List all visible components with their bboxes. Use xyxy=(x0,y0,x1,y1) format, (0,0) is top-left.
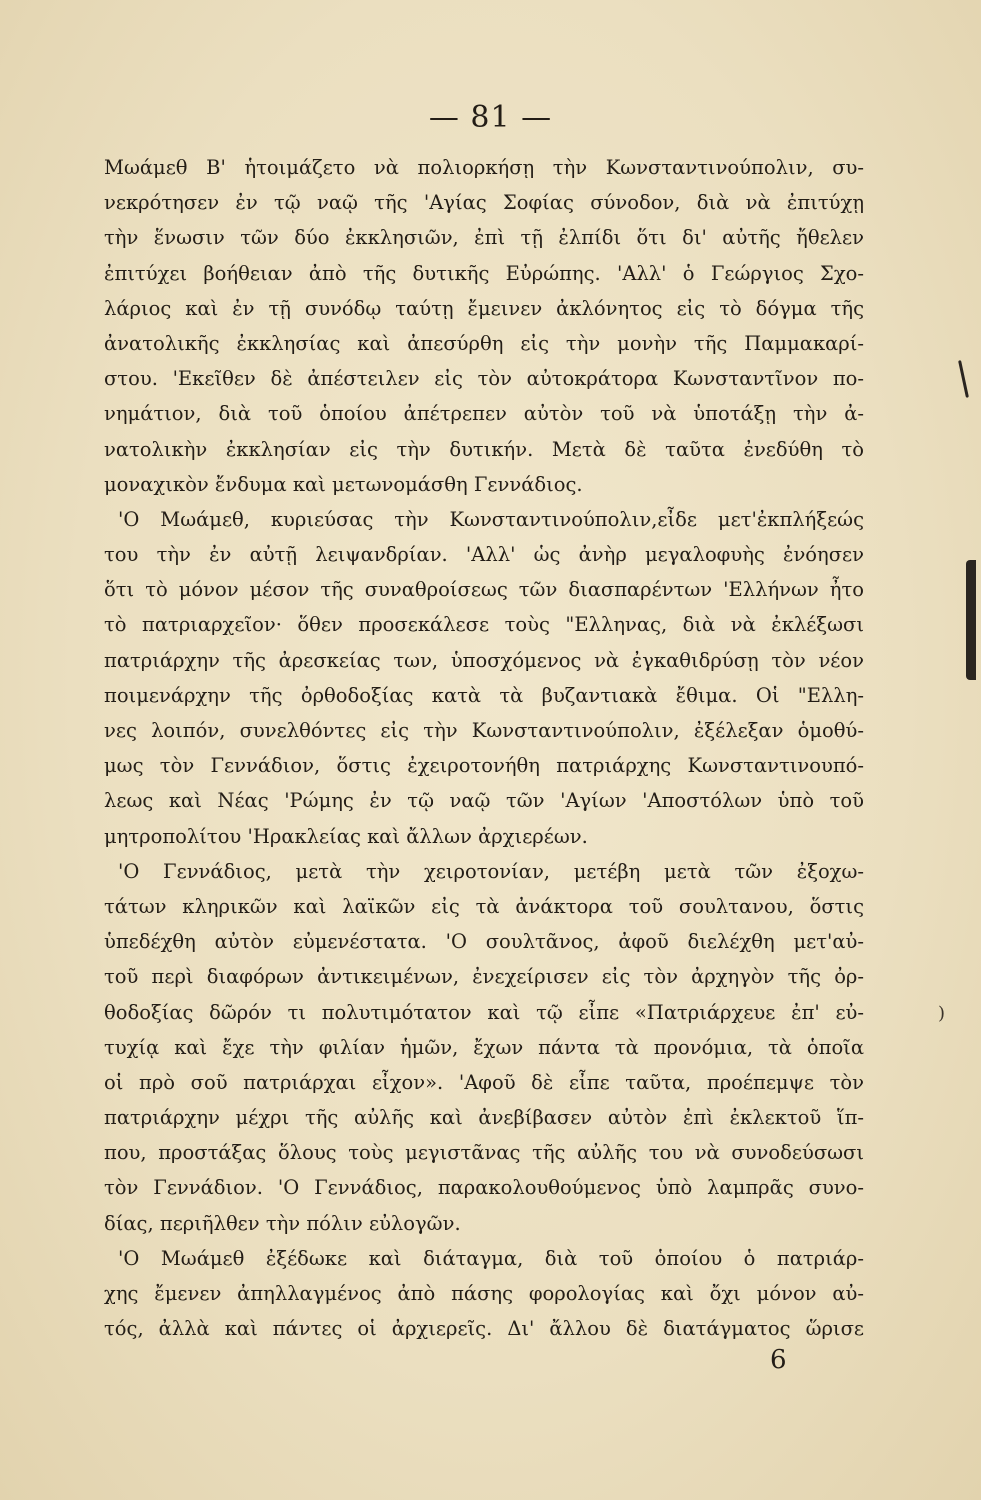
text-line: του τὴν ἐν αὐτῇ λειψανδρίαν. 'Αλλ' ὡς ἀνὴρ μεγαλοφυὴς ἐνόησεν xyxy=(104,543,864,567)
text-line: τός, ἀλλὰ καὶ πάντες οἱ ἀρχιερεῖς. Δι' ἄλλου δὲ διατάγματος ὥρισε xyxy=(104,1317,864,1341)
page-number: — 81 — xyxy=(428,100,553,135)
text-line: πατριάρχην μέχρι τῆς αὐλῆς καὶ ἀνεβίβασεν αὐτὸν ἐπὶ ἐκλεκτοῦ ἵπ- xyxy=(104,1106,864,1130)
text-line: νημάτιον, διὰ τοῦ ὁποίου ἀπέτρεπεν αὐτὸν τοῦ νὰ ὑποτάξῃ τὴν ἀ- xyxy=(104,402,864,426)
text-line: Μωάμεθ Β' ἡτοιμάζετο νὰ πολιορκήσῃ τὴν Κωνσταντινούπολιν, συ- xyxy=(104,156,864,179)
printer-signature-mark: 6 xyxy=(770,1345,787,1375)
text-line: τυχίᾳ καὶ ἔχε τὴν φιλίαν ἡμῶν, ἔχων πάντα τὰ προνόμια, τὰ ὁποῖα xyxy=(104,1035,864,1059)
text-line: πατριάρχην τῆς ἀρεσκείας των, ὑποσχόμενος νὰ ἐγκαθιδρύσῃ τὸν νέον xyxy=(104,648,864,672)
text-line: λάριος καὶ ἐν τῇ συνόδῳ ταύτῃ ἔμεινεν ἀκλόνητος εἰς τὸ δόγμα τῆς xyxy=(104,296,864,320)
text-line: θοδοξίας δῶρόν τι πολυτιμότατον καὶ τῷ εἶπε «Πατριάρχευε ἐπ' εὐ- xyxy=(104,1000,864,1024)
text-line: ἀνατολικῆς ἐκκλησίας καὶ ἀπεσύρθη εἰς τὴν μονὴν τῆς Παμμακαρί- xyxy=(104,331,864,355)
text-line: ἐπιτύχει βοήθειαν ἀπὸ τῆς δυτικῆς Εὐρώπης. 'Αλλ' ὁ Γεώργιος Σχο- xyxy=(104,261,864,285)
text-line: τοῦ περὶ διαφόρων ἀντικειμένων, ἐνεχείρισεν εἰς τὸν ἀρχηγὸν τῆς ὀρ- xyxy=(104,965,864,989)
page-edge-shadow xyxy=(966,560,976,680)
text-line: λεως καὶ Νέας 'Ρώμης ἐν τῷ ναῷ τῶν 'Αγίων 'Αποστόλων ὑπὸ τοῦ xyxy=(104,789,864,813)
text-line: ὅτι τὸ μόνον μέσον τῆς συναθροίσεως τῶν διασπαρέντων 'Ελλήνων ἦτο xyxy=(104,578,864,602)
body-text xyxy=(104,150,864,1346)
text-line: νατολικὴν ἐκκλησίαν εἰς τὴν δυτικήν. Μετὰ δὲ ταῦτα ἐνεδύθη τὸ xyxy=(104,437,864,461)
text-line: χης ἔμενεν ἀπηλλαγμένος ἀπὸ πάσης φορολογίας καὶ ὄχι μόνον αὐ- xyxy=(104,1282,864,1305)
text-line: τὸν Γεννάδιον. 'Ο Γεννάδιος, παρακολουθούμενος ὑπὸ λαμπρᾶς συνο- xyxy=(104,1176,864,1200)
text-line: ὑπεδέχθη αὐτὸν εὐμενέστατα. 'Ο σουλτᾶνος, ἀφοῦ διελέχθη μετ'αὐ- xyxy=(104,930,864,954)
text-line: οἱ πρὸ σοῦ πατριάρχαι εἶχον». 'Αφοῦ δὲ εἶπε ταῦτα, προέπεμψε τὸν xyxy=(104,1070,864,1094)
text-line: τὴν ἕνωσιν τῶν δύο ἐκκλησιῶν, ἐπὶ τῇ ἐλπίδι ὅτι δι' αὐτῆς ἤθελεν xyxy=(104,226,864,250)
text-line: στου. 'Εκεῖθεν δὲ ἀπέστειλεν εἰς τὸν αὐτοκράτορα Κωνσταντῖνον πο- xyxy=(104,367,864,391)
text-line: που, προστάξας ὅλους τοὺς μεγιστᾶνας τῆς αὐλῆς του νὰ συνοδεύσωσι xyxy=(104,1141,864,1165)
text-line: ποιμενάρχην τῆς ὀρθοδοξίας κατὰ τὰ βυζαντιακὰ ἔθιμα. Οἱ "Ελλη- xyxy=(104,683,864,707)
text-line: τάτων κληρικῶν καὶ λαϊκῶν εἰς τὰ ἀνάκτορα τοῦ σουλτανου, ὅστις xyxy=(104,894,864,918)
margin-ink-mark xyxy=(958,360,969,398)
margin-mark: ) xyxy=(938,1003,946,1024)
text-line: δίας, περιῆλθεν τὴν πόλιν εὐλογῶν. xyxy=(104,1211,461,1235)
text-line: νεκρότησεν ἐν τῷ ναῷ τῆς 'Αγίας Σοφίας σύνοδον, διὰ νὰ ἐπιτύχῃ xyxy=(104,191,864,215)
text-line: 'Ο Μωάμεθ ἐξέδωκε καὶ διάταγμα, διὰ τοῦ ὁποίου ὁ πατριάρ- xyxy=(118,1246,864,1270)
text-line: νες λοιπόν, συνελθόντες εἰς τὴν Κωνσταντινούπολιν, ἐξέλεξαν ὁμοθύ- xyxy=(104,719,864,742)
text-line: μητροπολίτου 'Ηρακλείας καὶ ἄλλων ἀρχιερέων. xyxy=(104,824,588,848)
text-line: 'Ο Μωάμεθ, κυριεύσας τὴν Κωνσταντινούπολιν,εἶδε μετ'ἐκπλήξεώς xyxy=(118,507,864,531)
text-line: τὸ πατριαρχεῖον· ὅθεν προσεκάλεσε τοὺς "Ελληνας, διὰ νὰ ἐκλέξωσι xyxy=(104,613,864,637)
text-line: 'Ο Γεννάδιος, μετὰ τὴν χειροτονίαν, μετέβη μετὰ τῶν ἐξοχω- xyxy=(118,859,864,883)
text-line: μως τὸν Γεννάδιον, ὅστις ἐχειροτονήθη πατριάρχης Κωνσταντινουπό- xyxy=(104,754,864,778)
text-line: μοναχικὸν ἔνδυμα καὶ μετωνομάσθη Γεννάδιος. xyxy=(104,472,583,496)
